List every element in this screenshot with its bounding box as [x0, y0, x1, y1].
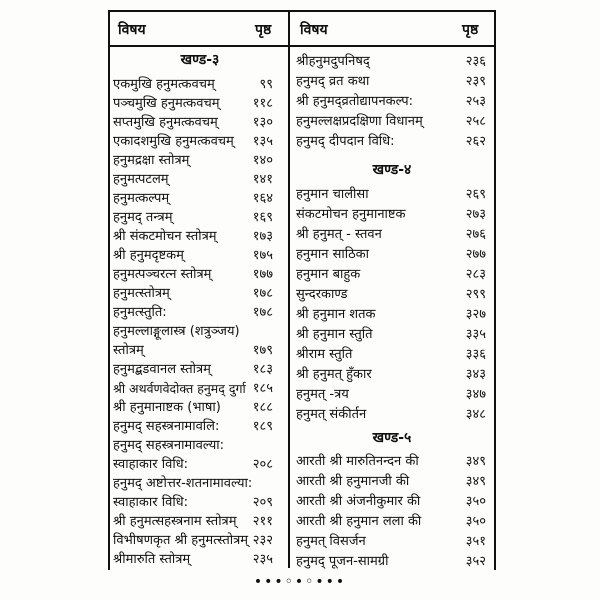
- list-item: श्री हनुमत् हुँकार ३४३: [296, 367, 486, 382]
- list-item: सप्तमुखि हनुमत्कवचम् १३०: [113, 115, 273, 130]
- list-item: हनुमल्लाङ्गूलास्त्र (शत्रुञ्जय): [113, 324, 240, 339]
- list-item: श्रीहनुमदुपनिषद् २३६: [296, 54, 486, 69]
- list-item: हनुमत्पञ्चरत्न स्तोत्रम् १७७: [113, 267, 273, 282]
- list-item: हनुमद् सहस्त्रनामावल्या:: [113, 438, 225, 453]
- list-item: स्वाहाकार विधि: २०९: [113, 495, 273, 510]
- list-item: पञ्चमुखि हनुमत्कवचम् ११८: [113, 96, 273, 111]
- section-heading-4: खण्ड-४: [372, 162, 412, 178]
- list-item: हनुमान साठिका २७७: [296, 247, 486, 262]
- list-item: श्री हनुमद्व्रतोद्यापनकल्प: २५३: [296, 94, 486, 109]
- column-divider: [288, 10, 290, 568]
- list-item: हनुमद्बडवानल स्तोत्रम् १८३: [113, 362, 273, 377]
- list-item: स्तोत्रम् १७९: [113, 343, 273, 358]
- list-item: श्री हनुमत् - स्तवन २७६: [296, 227, 486, 242]
- list-item: हनुमद् व्रत कथा २३९: [296, 74, 486, 89]
- list-item: श्रीराम स्तुति ३३६: [296, 347, 486, 362]
- list-item: एकमुखि हनुमत्कवचम् ९९: [113, 77, 273, 92]
- list-item: हनुमत्पटलम् १४१: [113, 172, 273, 187]
- list-item: हनुमद् दीपदान विधि: २६२: [296, 134, 486, 149]
- list-item: श्री हनुमानाष्टक (भाषा) १८८: [113, 400, 273, 415]
- list-item: श्री हनुमत्सहस्त्रनाम स्तोत्रम् २११: [113, 514, 273, 529]
- list-item: हनुमत्स्तोत्रम् १७८: [113, 286, 273, 301]
- list-item: हनुमद् सहस्त्रनामावलि: १८९: [113, 419, 273, 434]
- list-item: संकटमोचन हनुमानाष्टक २७३: [296, 207, 486, 222]
- right-subject-header: विषय: [300, 22, 328, 38]
- list-item: हनुमत् विसर्जन ३५१: [296, 534, 486, 549]
- list-item: हनुमान चालीसा २६९: [296, 187, 486, 202]
- list-item: हनुमद्रक्षा स्तोत्रम् १४०: [113, 153, 273, 168]
- list-item: आरती श्री मारुतिनन्दन की ३४९: [296, 454, 486, 469]
- header-rule: [108, 45, 494, 47]
- section-heading-5: खण्ड-५: [372, 430, 412, 446]
- list-item: सुन्दरकाण्ड २९९: [296, 287, 486, 302]
- list-item: श्री हनुमान शतक ३२७: [296, 307, 486, 322]
- list-item: आरती श्री हनुमान लला की ३५०: [296, 514, 486, 529]
- list-item: हनुमत् -त्रय ३४७: [296, 387, 486, 402]
- right-page-header: पृष्ठ: [462, 22, 479, 38]
- list-item: हनुमत् संकीर्तन ३४८: [296, 407, 486, 422]
- list-item: श्री हनुमदृष्टकम् १७५: [113, 248, 273, 263]
- list-item: एकादशमुखि हनुमत्कवचम् १३५: [113, 134, 273, 149]
- footer-ornament: •••◦•◦•••: [253, 574, 347, 590]
- list-item: हनुमल्लक्षप्रदक्षिणा विधानम् २५८: [296, 114, 486, 129]
- list-item: श्रीमारुति स्तोत्रम् २३५: [113, 552, 273, 567]
- list-item: आरती श्री हनुमानजी की ३४९: [296, 474, 486, 489]
- list-item: हनुमद् तन्त्रम् १६९: [113, 210, 273, 225]
- list-item: विभीषणकृत श्री हनुमत्स्तोत्रम् २३२: [113, 533, 273, 548]
- left-subject-header: विषय: [118, 22, 146, 38]
- list-item: हनुमद् पूजन-सामग्री ३५२: [296, 554, 486, 569]
- list-item: हनुमत्स्तुति: १७८: [113, 305, 273, 320]
- list-item: हनुमत्कल्पम् १६४: [113, 191, 273, 206]
- list-item: श्री हनुमान स्तुति ३३५: [296, 327, 486, 342]
- list-item: आरती श्री अंजनीकुमार की ३५०: [296, 494, 486, 509]
- list-item: हनुमद् अष्टोत्तर-शतनामावल्या:: [113, 476, 253, 491]
- left-page-header: पृष्ठ: [255, 22, 272, 38]
- list-item: हनुमान बाहुक २८३: [296, 267, 486, 282]
- section-heading-3: खण्ड-३: [180, 52, 220, 68]
- list-item: श्री अथर्वणवेदोक्त हनुमद् दुर्गा १८५: [113, 381, 273, 396]
- list-item: स्वाहाकार विधि: २०८: [113, 457, 273, 472]
- list-item: श्री संकटमोचन स्तोत्रम् १७३: [113, 229, 273, 244]
